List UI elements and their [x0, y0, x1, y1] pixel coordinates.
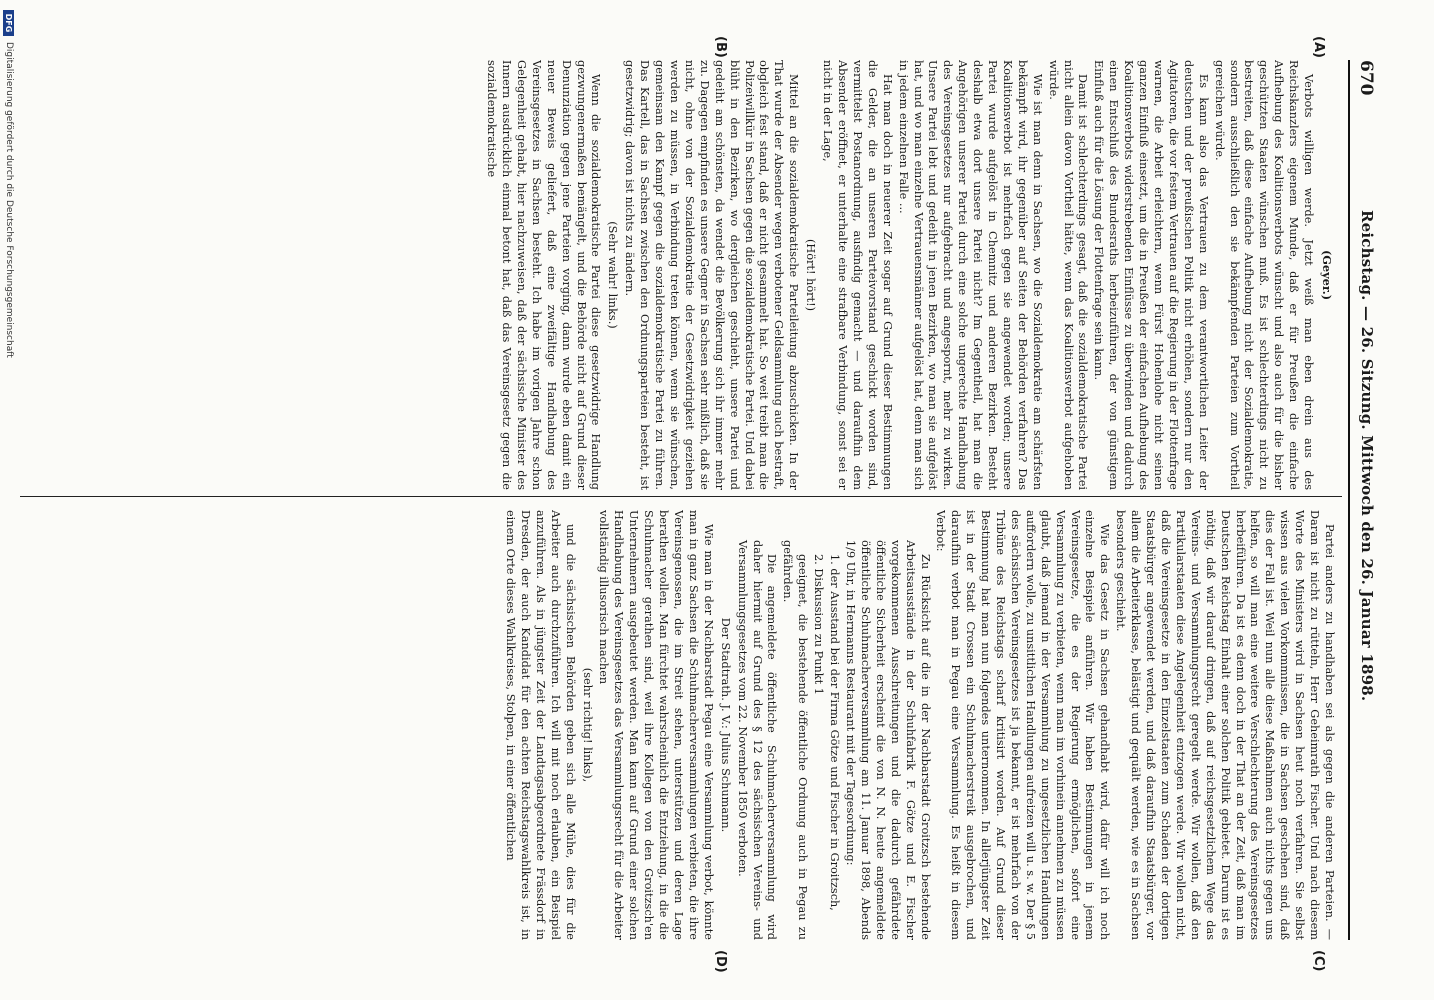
dfg-logo: DFG: [4, 10, 15, 36]
right-paragraph: Wie man in der Nachbarstadt Pegau eine Versammlung verbot, könnte man in ganz Sachsen die Schuhmacherversammlungen verbieten, die ihre Vereinsgenossen, die im Streit stehen, unterstützen und deren Lage berathen wollen. Man fürchtet wahrscheinlich die Entziehung, in die die Schuhmacher gerathen sind, weil ihre Kollegen von den Groitzsch'en Unternehmern ausgebeutet werden. Man kann auf Grund einer solchen Handhabung des Vereinsgesetzes das Versammlungsrecht für die Arbeiter vollständig illusorisch machen: [597, 510, 715, 940]
left-paragraph: Hat man doch in neuerer Zeit sogar auf Grund dieser Bestimmungen die Gelder, die an unseren Parteivorstand geschickt worden sind, vermittelst Postanordnung, ausfindig gemacht — und daraufhin dem Absender eröffnet, er unterhalte eine strafbare Verbindung, sonst sei er nicht in der Lage,: [821, 60, 894, 490]
interjection: (Hört! hört!): [804, 238, 818, 312]
agenda-item: 2. Diskussion zu Punkt 1: [812, 554, 826, 695]
footer-credit: Digitalisierung gefördert durch die Deutsche Forschungsgemeinschaft: [4, 42, 14, 358]
interjection: (Sehr wahr! links.): [606, 221, 620, 329]
interjection: (sehr richtig! links),: [580, 667, 594, 783]
left-paragraph: Verbots willigen werde. Jetzt weiß man eben drein aus des Reichskanzlers eigenem Munde, daß er für Preußen die einfache Aufhebung des Koalitionsverbots wünscht und also auch für die bisher geschützten Staaten wünschen muß. Es ist schlechterdings nicht zu bestreiten, daß diese einfache Aufhebung nicht der Sozialdemokratie, sondern ausschließlich den sie bekämpfenden Parteien zum Vortheil gereichen würde.: [1212, 60, 1316, 490]
right-paragraph: und die sächsischen Behörden geben sich alle Mühe, dies für die Arbeiter auch durchzuführen. Ich will mit noch erlauben, ein Beispiel anzuführen. Als in jüngster Zeit der Landtagsabgeordnete Frässdorf in Dresden, der auch Kandidat für den achten Reichstagswahlkreis ist, in einem Orte dieses Wahlkreises, Stolpen, in einer öffentlichen: [504, 510, 577, 940]
running-head: Reichstag. — 26. Sitzung. Mittwoch den 26. Januar 1898.: [1358, 210, 1376, 702]
quoted-order: geeignet, die bestehende öffentliche Ordnung auch in Pegau zu gefährden.: [781, 540, 810, 940]
signature-line: Der Stadtrath. J. V.: Julius Schumann.: [718, 617, 732, 833]
footer: [2, 10, 16, 990]
column-divider: [20, 496, 1342, 497]
margin-marker-c: (C): [1311, 950, 1326, 972]
left-column: [16, 60, 1336, 490]
quoted-order: Zu Rücksicht auf die in der Nachbarstadt Groitzsch bestehende Arbeitsausstände in der Schuhfabrik F. Götze und E. Fischer vorgekommenen Ausschreitungen und die dadurch gefährdete öffentliche Sicherheit erscheint die von N. N. heute angemeldete öffentliche Schuhmacherversammlung am 11. Januar 1898, Abends 1/9 Uhr, in Hermanns Restaurant mit der Tagesordnung:: [844, 540, 932, 940]
page-header: [1348, 60, 1384, 940]
left-paragraph: Wenn die sozialdemokratische Partei diese gesetzwidrige Handlung gezwungenermaßen bemängelt, und die Behörde nicht auf Grund dieser Denunziation gegen jene Parteien vorging, dann wurde eben damit ein neuer Beweis geliefert, daß eine zweifältige Handhabung des Vereinsgesetzes in Sachsen besteht. Ich habe im vorigen Jahre schon Gelegenheit gehabt, hier nachzuweisen, daß der sächsische Minister des Innern ausdrücklich einmal betont hat, daß das Vereinsgesetz gegen die sozialdemokratische: [485, 60, 603, 490]
margin-marker-b: (B): [713, 36, 728, 58]
page-number: 670: [1356, 60, 1376, 96]
left-paragraph: Mittel an die sozialdemokratische Parteileitung abzuschicken. In der That wurde der Absender wegen verbotener Geldsammlung auch bestraft, obgleich fest stand, daß er nicht gesammelt hat. So weit treibt man die Polizeiwillkür in Sachsen gegen die sozialdemokratische Partei. Und dabei blüht in den Bezirken, wo dergleichen geschieht, unsere Partei und gedeiht am schönsten, da wendet die Bevölkerung sich ihr immer mehr zu. Dagegen empfinden es unsere Gegner in Sachsen sehr mißlich, daß sie nicht, ohne von der Sozialdemokratie der Gesetzwidrigkeit geziehen werden zu müssen, in Verbindung treten können, wenn sie wünschen, gemeinsam den Kampf gegen die sozialdemokratische Partei zu führen. Das Kartell, das in Sachsen zwischen den Ordnungsparteien besteht, ist gesetzwidrig; davon ist nichts zu ändern.: [623, 60, 801, 490]
right-paragraph: Wie das Gesetz in Sachsen gehandhabt wird, dafür will ich noch einzelne Beispiele anführen. Wir haben Bestimmungen in jenem Vereinsgesetze, die es der Regierung ermöglichen, sofort eine Versammlung zu verbieten, wenn man im vorhinein annehmen zu müssen glaubt, daß jemand in der Versammlung zu ungesetzlichen Handlungen auffordern wolle, zu unsittlichen Handlungen aufreizen will u. s. w. Der § 5 des sächsischen Vereinsgesetzes ist ja bekannt, er ist mehrfach von der Tribüne des Reichstags scharf kritisirt worden. Auf Grund dieser Bestimmung hat man nun folgendes unternommen. In allerjüngster Zeit ist in der Stadt Crossen ein Schuhmacherstreik ausgebrochen, und daraufhin verbot man in Pegau eine Versammlung. Es heißt in diesem Verbot:: [934, 510, 1112, 940]
quoted-order: Die angemeldete öffentliche Schuhmacherversammlung wird daher hiermit auf Grund des § 12 des sächsischen Vereins- und Versammlungsgesetzes vom 22. November 1850 verboten.: [735, 540, 779, 940]
right-paragraph: Partei anders zu handhaben sei als gegen die anderen Parteien. — Daran ist nicht zu rütteln, Herr Geheimrath Fischer. Und nach diesem Worte des Ministers wird in Sachsen heut noch verfahren. Sie selbst wissen aus vielen Vorkommnissen, die in Sachsen geschehen sind, daß dies der Fall ist. Weil nun alle diese Maßnahmen auch nichts gegen uns helfen, so will man eine weitere Verschlechterung des Vereinsgesetzes herbeiführen. Da ist es denn doch in der That an der Zeit, daß man im Deutschen Reichstag Einhalt einer solchen Politik gebietet. Darum ist es nöthig, daß wir darauf dringen, daß auf reichsgesetzlichem Wege das Vereins- und Versammlungsrecht geregelt werde. Wir wollen, daß den Partikularstaaten diese Angelegenheit entzogen werde. Wir wollen nicht, daß die Vereinsgesetze in den Einzelstaaten zum Schaden der dortigen Staatsbürger angewendet werden, und daß daraufhin Staatsbürger, vor allem die Arbeiterklasse, belästigt und gequält werden, wie es in Sachsen besonders geschieht.: [1114, 510, 1336, 940]
speaker-name: (Geyer.): [1320, 249, 1334, 301]
right-column: [16, 510, 1336, 940]
left-paragraph: Es kann also das Vertrauen zu dem verantwortlichen Leiter der deutschen und der preußischen Politik nicht erhöhen, sondern nur den Agitatoren, die vor festem Vertrauen auf die Regierung in der Flottenfrage warnen, die Arbeit erleichtern, wenn Fürst Hohenlohe nicht seinen ganzen Einfluß einsetzt, um die in Preußen der einfachen Aufhebung des Koalitionsverbots widerstrebenden Einflüsse zu überwinden und dadurch einen Entschluß des Bundesraths herbeizuführen, der von günstigem Einfluß auch für die Lösung der Flottenfrage sein kann.: [1092, 60, 1210, 490]
margin-marker-d: (D): [713, 950, 728, 973]
agenda-item: 1. der Ausstand bei der Firma Götze und Fischer in Groitzsch,: [828, 554, 842, 911]
left-paragraph: Damit ist schlechterdings gesagt, daß die sozialdemokratische Partei nicht allein davon Vortheil hätte, wenn das Koalitionsverbot aufgehoben würde.: [1046, 60, 1090, 490]
left-paragraph: Wie ist man denn in Sachsen, wo die Sozialdemokratie am schärfsten bekämpft wird, ihr gegenüber auf Seiten der Behörden verfahren? Das Koalitionsverbot ist mehrfach gegen sie angewendet worden; unsere Partei wurde aufgelöst in Chemnitz und anderen Bezirken. Besteht deshalb etwa dort unsere Partei nicht? Im Gegentheil, hat man die Angehörigen unserer Partei durch eine solche ungerechte Handhabung des Vereinsgesetzes nur aufgebracht und angespornt, mehr zu wirken. Unsere Partei lebt und gedeiht in jenen Bezirken, wo man sie aufgelöst hat, und wo man einzelne Vertrauensmänner aufgelöst hat, denn man sich in jedem einzelnen Falle ...: [896, 60, 1044, 490]
margin-marker-a: (A): [1311, 36, 1326, 58]
